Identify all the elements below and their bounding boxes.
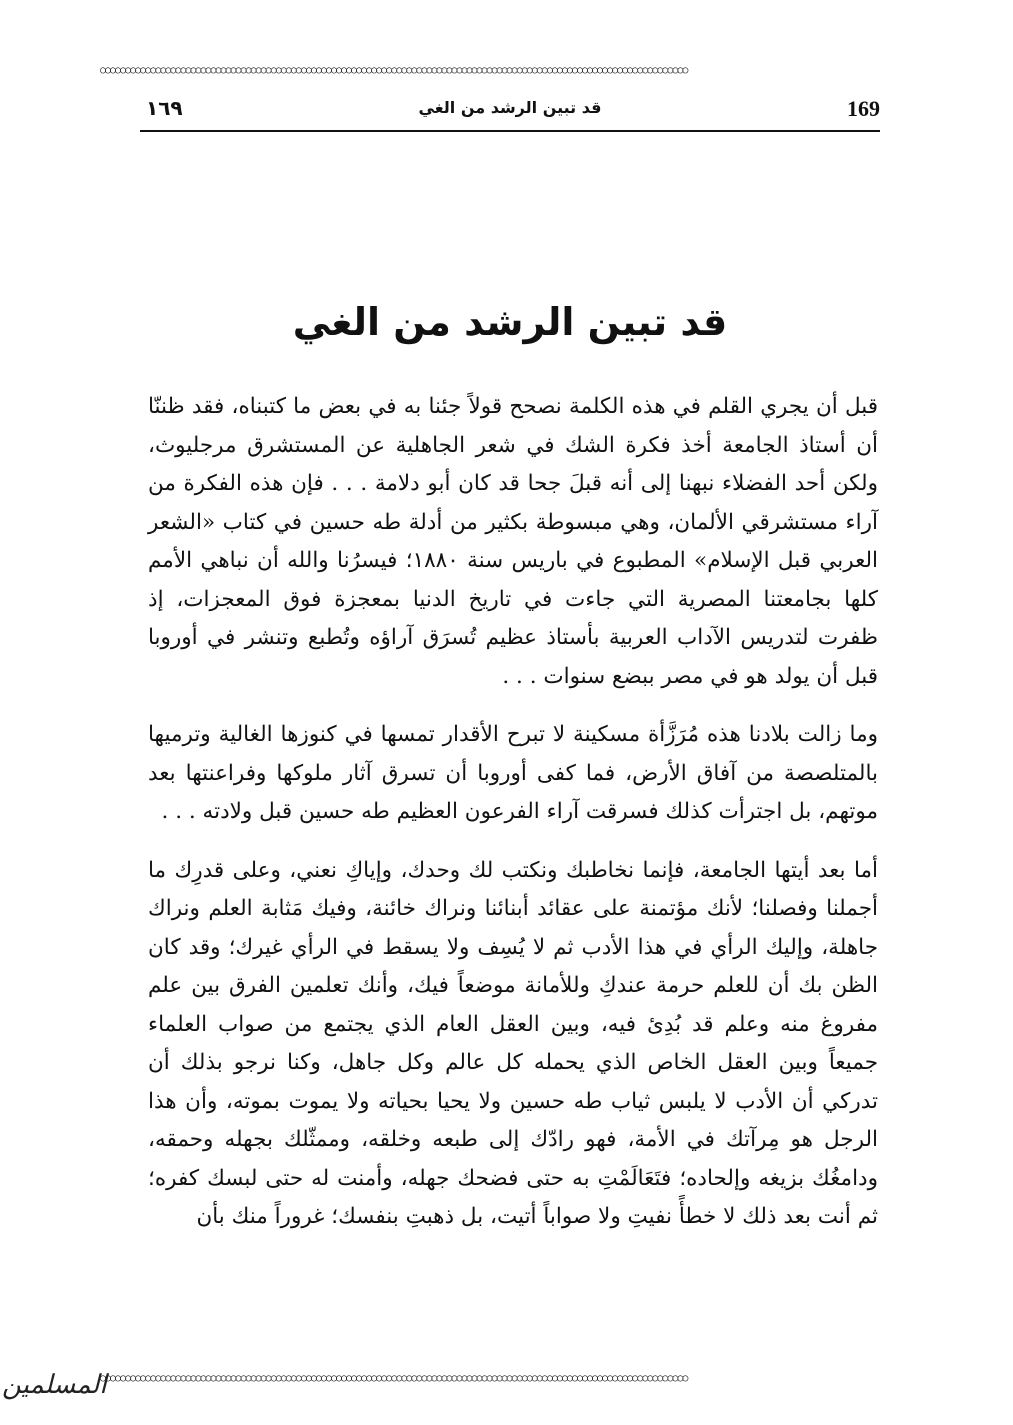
chapter-title: قد تبين الرشد من الغي xyxy=(292,300,728,344)
bottom-ornament-border: ○○○○○○○○○○○○○○○○○○○○○○○○○○○○○○○○○○○○○○○○○○○○○○○○○○○○○○○○○○○○○○○○○○○○○○○○○○○○○○○○○○○○○○○○○○○○○○○○○○○○○○○○○○○○○○○○○○○○○ xyxy=(100,1373,688,1384)
running-header xyxy=(140,96,880,132)
paragraph: وما زالت بلادنا هذه مُرَزَّأة مسكينة لا تبرح الأقدار تمسها في كنوزها الغالية وترميها بالمتلصصة من آفاق الأرض، فما كفى أوروبا أن تسرق آثار ملوكها وفراعنتها بعد موتهم، بل اجترأت كذلك فسرقت آراء الفرعون العظيم طه حسين قبل ولادته . . . xyxy=(148,722,878,824)
page-number-arabic: ١٦٩ xyxy=(146,96,183,120)
top-ornament-border: ○○○○○○○○○○○○○○○○○○○○○○○○○○○○○○○○○○○○○○○○○○○○○○○○○○○○○○○○○○○○○○○○○○○○○○○○○○○○○○○○○○○○○○○○○○○○○○○○○○○○○○○○○○○○○○○○○○○○○ xyxy=(100,65,688,76)
paragraph: قبل أن يجري القلم في هذه الكلمة نصحح قولاً جئنا به في بعض ما كتبناه، فقد ظننّا أن أستاذ الجامعة أخذ فكرة الشك في شعر الجاهلية عن المستشرق مرجليوث، ولكن أحد الفضلاء نبهنا إلى أنه قبلَ جحا قد كان أبو دلامة . . . فإن هذه الفكرة من آراء مستشرقي الألمان، وهي مبسوطة بكثير من أدلة طه حسين في كتاب «الشعر العربي قبل الإسلام» المطبوع في باريس سنة ١٨٨٠؛ فيسرُنا والله أن نباهي الأمم كلها بجامعتنا المصرية التي جاءت في تاريخ الدنيا بمعجزة فوق المعجزات، إذ ظفرت لتدريس الآداب العربية بأستاذ عظيم تُسرَق آراؤه وتُطبع وتنشر في أوروبا قبل أن يولد هو في مصر ببضع سنوات . . . xyxy=(148,394,878,689)
running-title: قد تبين الرشد من الغي xyxy=(418,98,602,117)
body-text xyxy=(148,388,878,1257)
paragraph: أما بعد أيتها الجامعة، فإنما نخاطبك ونكتب لك وحدك، وإياكِ نعني، وعلى قدرِك ما أجملنا وفصلنا؛ لأنك مؤتمنة على عقائد أبنائنا ونراك خائنة، وفيك مَثابة العلم ونراك جاهلة، وإليك الرأي في هذا الأدب ثم لا يُسِف ولا يسقط في الرأي غيرك؛ وقد كان الظن بك أن للعلم حرمة عندكِ وللأمانة موضعاً فيك، وأنك تعلمين الفرق بين علم مفروغ منه وعلم قد بُدِئ فيه، وبين العقل العام الذي يجتمع من صواب العلماء جميعاً وبين العقل الخاص الذي يحمله كل عالم وكل جاهل، وكنا نرجو بذلك أن تدركي أن الأدب لا يلبس ثياب طه حسين ولا يحيا بحياته ولا يموت بموته، وأن هذا الرجل هو مِرآتك في الأمة، فهو رادّك إلى طبعه وخلقه، وممثّلك بجهله وحمقه، ودامغُك بزيغه وإلحاده؛ فتَعَالَمْتِ به حتى فضحك جهله، وأمنت له حتى لبسك كفره؛ ثم أنت بعد ذلك لا خطأً نفيتِ ولا صواباً أتيت، بل ذهبتِ بنفسك؛ غروراً منك بأن xyxy=(148,857,878,1229)
page-number-latin: 169 xyxy=(847,96,880,121)
watermark-logo: المسلمين xyxy=(2,1370,107,1400)
